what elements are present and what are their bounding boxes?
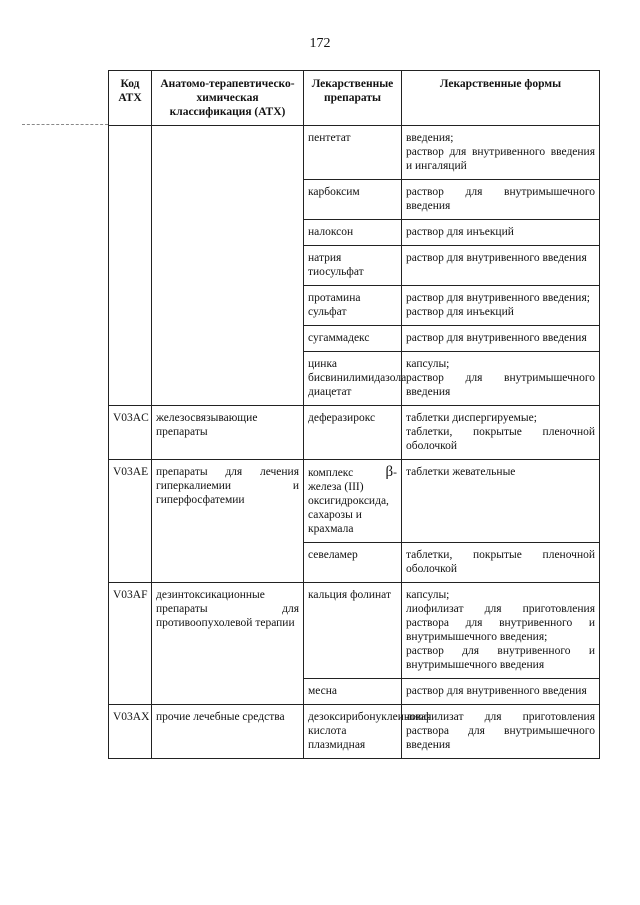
table-row: [109, 705, 600, 759]
table-row: [109, 126, 600, 180]
forms-cell: раствор для внутривенного введения: [402, 326, 600, 352]
code-cell-empty: [109, 126, 152, 406]
code-cell: V03AF: [109, 583, 152, 705]
forms-cell: введения; раствор для внутривенного введения и ингаляций: [402, 126, 600, 180]
forms-cell: раствор для внутривенного введения; раствор для инъекций: [402, 286, 600, 326]
drug-cell: кальция фолинат: [304, 583, 402, 679]
forms-cell: капсулы; раствор для внутримышечного введения: [402, 352, 600, 406]
drug-cell: натрия тиосульфат: [304, 246, 402, 286]
drug-cell: комплекс β- железа (III) оксигидроксида, сахарозы и крахмала: [304, 460, 402, 543]
drug-cell: дезоксирибонуклеиновая кислота плазмидная: [304, 705, 402, 759]
drug-cell: сугаммадекс: [304, 326, 402, 352]
header-code: Код АТХ: [109, 71, 152, 126]
drug-cell: цинка бисвинилимидазола диацетат: [304, 352, 402, 406]
margin-dash-line: [22, 124, 108, 125]
forms-cell: таблетки, покрытые пленочной оболочкой: [402, 543, 600, 583]
page-number: 172: [309, 36, 331, 51]
class-cell: препараты для лечения гиперкалиемии и гиперфосфатемии: [152, 460, 304, 583]
code-cell: V03AX: [109, 705, 152, 759]
drug-cell: пентетат: [304, 126, 402, 180]
forms-cell: таблетки жевательные: [402, 460, 600, 543]
code-cell: V03AE: [109, 460, 152, 583]
code-cell: V03AC: [109, 406, 152, 460]
drug-cell: карбоксим: [304, 180, 402, 220]
table-header-row: [109, 71, 600, 126]
header-classification: Анатомо-терапевтическо-химическая классификация (АТХ): [152, 71, 304, 126]
class-cell: дезинтоксикационные препараты для противоопухолевой терапии: [152, 583, 304, 705]
class-cell: железосвязывающие препараты: [152, 406, 304, 460]
forms-cell: раствор для инъекций: [402, 220, 600, 246]
table-row: [109, 583, 600, 679]
atx-table: [108, 70, 600, 759]
forms-cell: таблетки диспергируемые; таблетки, покрытые пленочной оболочкой: [402, 406, 600, 460]
forms-cell: лиофилизат для приготовления раствора для внутримышечного введения: [402, 705, 600, 759]
header-forms: Лекарственные формы: [402, 71, 600, 126]
drug-cell: протамина сульфат: [304, 286, 402, 326]
class-cell-empty: [152, 126, 304, 406]
table-row: [109, 406, 600, 460]
drug-cell: деферазирокс: [304, 406, 402, 460]
forms-cell: капсулы; лиофилизат для приготовления раствора для внутривенного и внутримышечного введения; раствор для внутривенного и внутримышечного введения: [402, 583, 600, 679]
forms-cell: раствор для внутримышечного введения: [402, 180, 600, 220]
forms-cell: раствор для внутривенного введения: [402, 679, 600, 705]
header-drugs: Лекарственные препараты: [304, 71, 402, 126]
class-cell: прочие лечебные средства: [152, 705, 304, 759]
table-row: [109, 460, 600, 543]
drug-line-complex: комплекс β-: [308, 464, 397, 480]
drug-cell: налоксон: [304, 220, 402, 246]
beta-symbol: β: [385, 464, 394, 480]
forms-cell: раствор для внутривенного введения: [402, 246, 600, 286]
drug-cell: месна: [304, 679, 402, 705]
drug-cell: севеламер: [304, 543, 402, 583]
